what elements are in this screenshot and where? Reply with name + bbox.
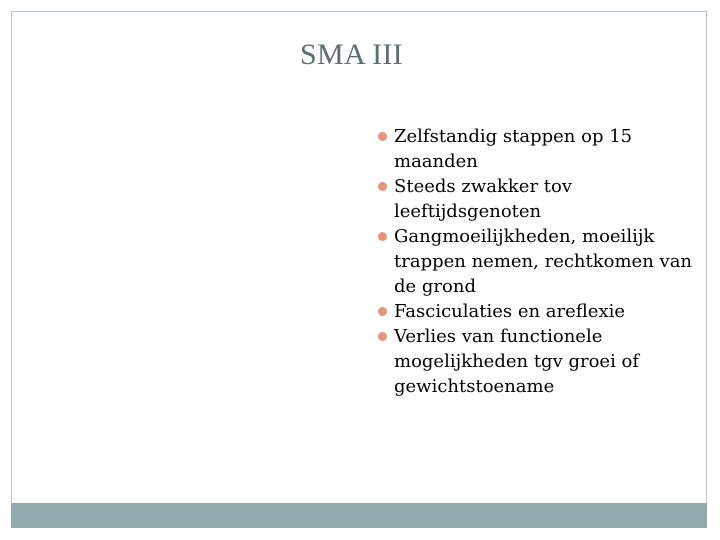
bullet-text: Fasciculaties en areflexie [394,301,626,322]
slide-title: SMA III [300,38,403,71]
bullet-text: Gangmoeilijkheden, moeilijk trappen nemen, rechtkomen van de grond [394,226,693,297]
bullet-dot-icon [378,232,387,241]
bullet-item [378,299,693,324]
bullet-dot-icon [378,332,387,341]
bullet-dot-icon [378,182,387,191]
bullet-list [378,124,693,399]
bullet-item [378,324,693,399]
bullet-item [378,174,693,224]
bullet-dot-icon [378,307,387,316]
bullet-item [378,124,693,174]
bullet-text: Verlies van functionele mogelijkheden tgv groei of gewichtstoename [394,326,640,397]
footer-bar [11,503,707,528]
bullet-text: Steeds zwakker tov leeftijdsgenoten [394,176,573,222]
bullet-item [378,224,693,299]
bullet-text: Zelfstandig stappen op 15 maanden [394,126,633,172]
bullet-dot-icon [378,132,387,141]
